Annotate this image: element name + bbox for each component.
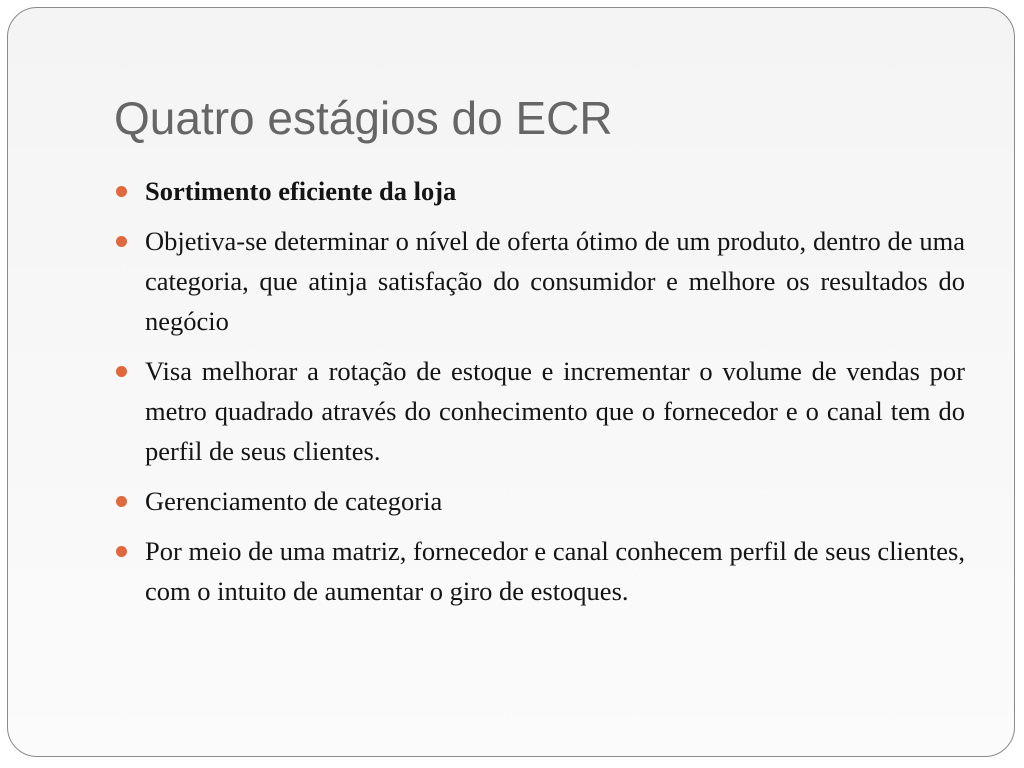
bullet-text: Gerenciamento de categoria bbox=[145, 486, 443, 516]
bullet-dot-icon bbox=[116, 186, 127, 197]
bullet-item-gerenciamento bbox=[114, 481, 965, 521]
bullet-list bbox=[114, 171, 965, 621]
slide bbox=[7, 7, 1015, 757]
slide-title: Quatro estágios do ECR bbox=[114, 92, 613, 144]
bullet-dot-icon bbox=[116, 546, 127, 557]
bullet-dot-icon bbox=[116, 236, 127, 247]
bullet-text: Visa melhorar a rotação de estoque e incrementar o volume de vendas por metro quadrado através do conhecimento que o fornecedor e o canal tem do perfil de seus clientes. bbox=[145, 356, 965, 466]
bullet-item-objetiva bbox=[114, 221, 965, 341]
bullet-item-visa bbox=[114, 351, 965, 471]
bullet-dot-icon bbox=[116, 366, 127, 377]
bullet-item-matriz bbox=[114, 531, 965, 611]
bullet-text: Objetiva-se determinar o nível de oferta ótimo de um produto, dentro de uma categoria, que atinja satisfação do consumidor e melhore os resultados do negócio bbox=[145, 226, 965, 336]
bullet-text: Sortimento eficiente da loja bbox=[145, 176, 457, 206]
bullet-dot-icon bbox=[116, 496, 127, 507]
bullet-text: Por meio de uma matriz, fornecedor e canal conhecem perfil de seus clientes, com o intuito de aumentar o giro de estoques. bbox=[145, 536, 965, 606]
bullet-item-sortimento bbox=[114, 171, 965, 211]
